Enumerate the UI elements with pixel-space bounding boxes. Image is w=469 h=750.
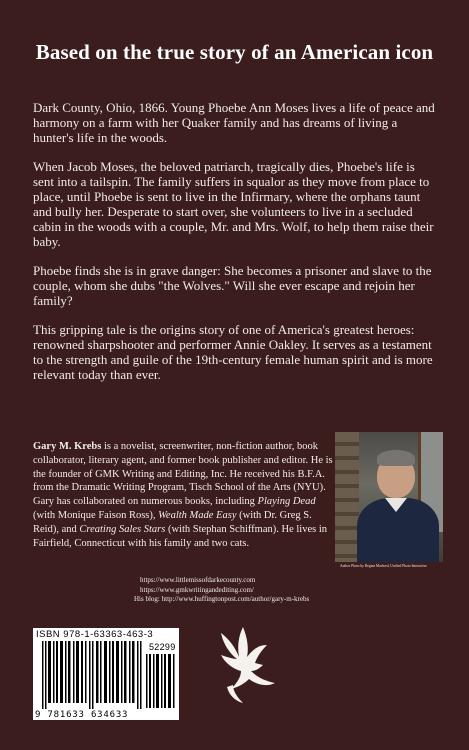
- book-title-3: Creating Sales Stars: [79, 523, 166, 535]
- bio-text-2c: (with Dr. Greg S. Reid), and: [33, 509, 312, 535]
- author-bio: [33, 440, 333, 550]
- bio-text-1: is a novelist, screenwriter, non-fiction author, book collaborator, literary agent, and former book publisher and editor. He is the founder of GMK Writing and Editing, Inc. He received his B.F.A. from the Dramatic Writing Program, Tisch School of the Arts (NYU).: [33, 441, 333, 494]
- bio-paragraph-1: [33, 440, 333, 495]
- barcode-digits: 9 781633 634633: [35, 710, 129, 720]
- blurb-paragraph-2: When Jacob Moses, the beloved patriarch, tragically dies, Phoebe's life is sent into a tailspin. The family suffers in squalor as they move from place to place, until Phoebe is sent to live in the Infirmary, where the orphans taunt and bully her. Desperate to start over, she volunteers to live in a secluded cabin in the woods with a couple, Mr. and Mrs. Wolf, to help them raise their baby.: [33, 159, 434, 249]
- bio-paragraph-2: [33, 495, 333, 550]
- author-links: [134, 576, 309, 605]
- blurb-paragraph-4: This gripping tale is the origins story of one of America's greatest heroes: renowned sharpshooter and performer Annie Oakley. It serves as a testament to the strength and guile of the 19th-century female human spirit and is more relevant today than ever.: [33, 322, 433, 382]
- book-description: [33, 100, 437, 396]
- isbn-label: ISBN 978-1-63363-463-3: [36, 629, 154, 640]
- bio-text-2b: (with Monique Faison Ross),: [33, 509, 159, 521]
- website-link-2[interactable]: https://www.gmkwritingandediting.com/: [140, 585, 254, 594]
- dove-logo-icon: [215, 625, 290, 705]
- blog-line: [134, 595, 309, 605]
- bio-text-2d: (with Stephan Schiffman). He lives in Fairfield, Connecticut with his family and two cats.: [33, 523, 327, 549]
- blurb-paragraph-3: Phoebe finds she is in grave danger: She becomes a prisoner and slave to the couple, whom she dubs "the Wolves." Will she ever escape and rejoin her family?: [33, 263, 432, 308]
- book-title-1: Playing Dead: [257, 496, 316, 508]
- price-code: 52299: [149, 642, 176, 652]
- website-link-1[interactable]: https://www.littlemissofdarkecounty.com: [140, 576, 256, 584]
- book-title-2: Wealth Made Easy: [158, 509, 237, 521]
- blog-link[interactable]: http://www.huffingtonpost.com/author/gary-m-krebs: [161, 595, 310, 604]
- author-name: Gary M. Krebs: [33, 441, 102, 452]
- bio-text-2a: Gary has collaborated on numerous books, including: [33, 496, 258, 508]
- isbn-barcode: [33, 628, 179, 720]
- barcode-bars: [42, 641, 142, 709]
- photo-credit: Author Photo by Regina Madwed, Unified Photo Interactive: [340, 564, 427, 568]
- author-photo: [335, 432, 443, 562]
- price-barcode-bars: [146, 654, 176, 708]
- headline: Based on the true story of an American icon: [35, 40, 434, 64]
- blurb-paragraph-1: Dark County, Ohio, 1866. Young Phoebe Ann Moses lives a life of peace and harmony on a farm with her Quaker family and has dreams of living a hunter's life in the woods.: [33, 100, 435, 145]
- blog-label: His blog:: [134, 595, 162, 604]
